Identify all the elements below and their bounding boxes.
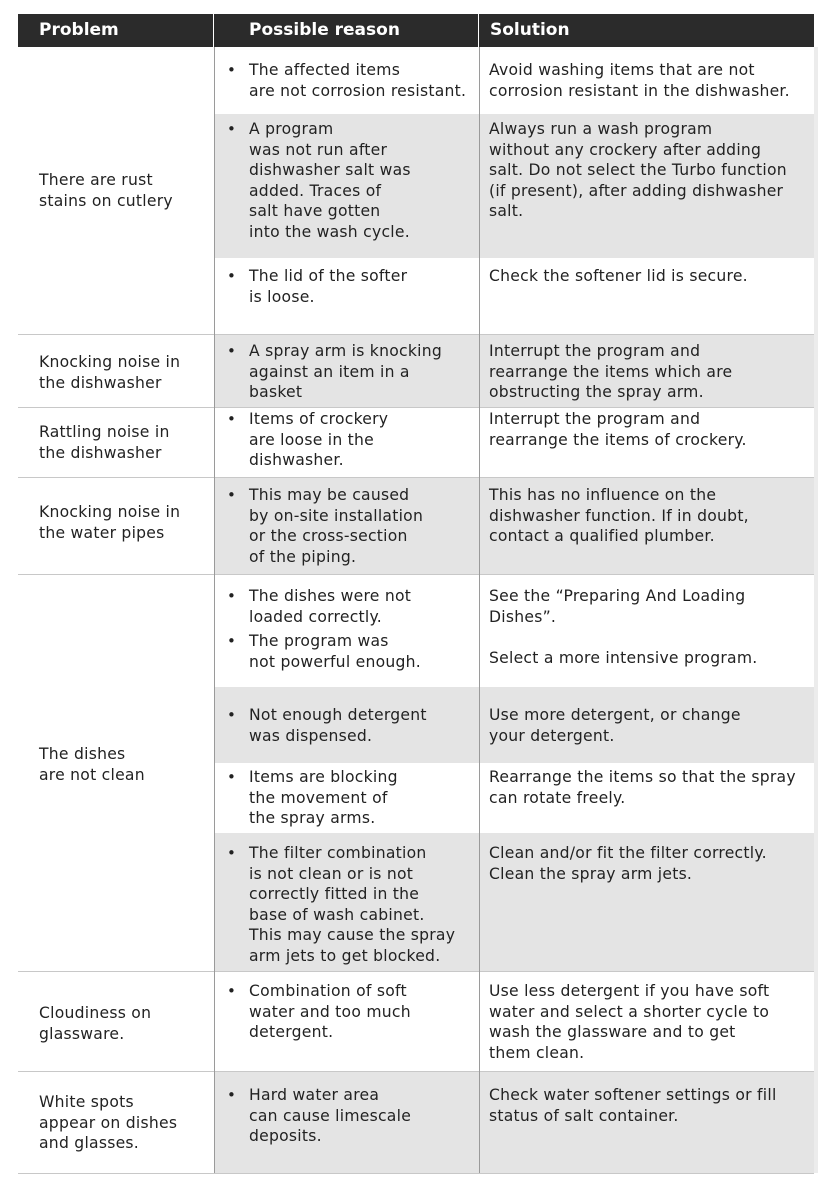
problem-text: are not clean bbox=[39, 765, 145, 784]
problem-text: White spots bbox=[39, 1093, 134, 1111]
problem-text: There are rust bbox=[39, 171, 153, 189]
header-problem: Problem bbox=[39, 20, 119, 40]
row-divider bbox=[18, 971, 814, 972]
solution-text: This has no influence on the bbox=[489, 486, 717, 504]
reason-text: The dishes were not bbox=[249, 587, 412, 605]
solution-text: Dishes”. bbox=[489, 607, 557, 626]
solution-text: salt. bbox=[489, 202, 524, 220]
solution-text: can rotate freely. bbox=[489, 788, 626, 807]
solution-text: your detergent. bbox=[489, 726, 615, 745]
problem-text: and glasses. bbox=[39, 1134, 140, 1152]
reason-text: the spray arms. bbox=[249, 809, 376, 827]
problem-text: glassware. bbox=[39, 1024, 125, 1043]
reason-text: loaded correctly. bbox=[249, 607, 382, 626]
bullet-glyph: • bbox=[227, 120, 236, 138]
reason-text: water and too much bbox=[249, 1002, 411, 1021]
row-divider bbox=[18, 407, 814, 408]
row-divider bbox=[18, 1173, 814, 1174]
solution-text: (if present), after adding dishwasher bbox=[489, 181, 784, 200]
reason-text: salt have gotten bbox=[249, 202, 381, 220]
bullet-glyph: • bbox=[227, 342, 236, 360]
solution-text: Use more detergent, or change bbox=[489, 706, 741, 724]
problem-text: appear on dishes bbox=[39, 1113, 178, 1132]
problem-text: the water pipes bbox=[39, 523, 165, 542]
solution-text: Check water softener settings or fill bbox=[489, 1086, 777, 1104]
reason-text: Combination of soft bbox=[249, 982, 407, 1000]
reason-text: of the piping. bbox=[249, 547, 357, 566]
solution-text: Select a more intensive program. bbox=[489, 649, 758, 667]
bullet-glyph: • bbox=[227, 768, 236, 786]
reason-text: This may be caused bbox=[249, 486, 410, 504]
problem-text: the dishwasher bbox=[39, 373, 162, 392]
reason-text: A spray arm is knocking bbox=[249, 342, 442, 360]
solution-text: water and select a shorter cycle to bbox=[489, 1002, 770, 1021]
reason-text: The program was bbox=[249, 632, 389, 650]
bullet-glyph: • bbox=[227, 587, 236, 605]
header-divider bbox=[478, 14, 479, 47]
solution-text: obstructing the spray arm. bbox=[489, 383, 704, 401]
reason-text: Not enough detergent bbox=[249, 706, 427, 724]
reason-text: Hard water area bbox=[249, 1086, 380, 1104]
reason-text: base of wash cabinet. bbox=[249, 905, 425, 924]
solution-text: Clean and/or fit the filter correctly. bbox=[489, 844, 767, 862]
problem-text: the dishwasher bbox=[39, 443, 162, 462]
reason-text: is not clean or is not bbox=[249, 864, 414, 883]
solution-text: rearrange the items of crockery. bbox=[489, 430, 747, 449]
problem-text: Rattling noise in bbox=[39, 423, 170, 441]
solution-text: Interrupt the program and bbox=[489, 342, 701, 360]
bullet-glyph: • bbox=[227, 410, 236, 428]
reason-text: The lid of the softer bbox=[249, 267, 408, 285]
reason-text: can cause limescale bbox=[249, 1106, 412, 1125]
reason-text: dishwasher salt was bbox=[249, 161, 411, 179]
row-divider bbox=[18, 1071, 814, 1072]
solution-text: wash the glassware and to get bbox=[489, 1023, 736, 1041]
header-possible-reason: Possible reason bbox=[249, 20, 400, 40]
row-divider bbox=[18, 334, 814, 335]
header-solution: Solution bbox=[490, 20, 570, 40]
solution-text: without any crockery after adding bbox=[489, 140, 762, 159]
bullet-glyph: • bbox=[227, 632, 236, 650]
reason-text: basket bbox=[249, 383, 303, 401]
solution-text: Check the softener lid is secure. bbox=[489, 267, 748, 285]
reason-text: into the wash cycle. bbox=[249, 222, 410, 241]
solution-text: Always run a wash program bbox=[489, 120, 713, 138]
solution-text: Avoid washing items that are not bbox=[489, 61, 755, 79]
column-divider bbox=[479, 47, 480, 1173]
reason-text: The affected items bbox=[249, 61, 401, 79]
bullet-glyph: • bbox=[227, 982, 236, 1000]
header-divider bbox=[213, 14, 214, 47]
bullet-glyph: • bbox=[227, 267, 236, 285]
reason-text: was dispensed. bbox=[249, 726, 373, 745]
table-header bbox=[18, 14, 814, 47]
row-divider bbox=[18, 574, 814, 575]
reason-text: the movement of bbox=[249, 788, 388, 807]
reason-text: detergent. bbox=[249, 1023, 334, 1041]
row-divider bbox=[18, 477, 814, 478]
solution-text: rearrange the items which are bbox=[489, 362, 733, 381]
reason-text: by on-site installation bbox=[249, 506, 424, 525]
solution-text: status of salt container. bbox=[489, 1106, 679, 1125]
reason-text: are loose in the bbox=[249, 430, 375, 449]
solution-text: Rearrange the items so that the spray bbox=[489, 768, 796, 786]
bullet-glyph: • bbox=[227, 61, 236, 79]
reason-text: are not corrosion resistant. bbox=[249, 81, 467, 100]
problem-text: Knocking noise in bbox=[39, 503, 181, 521]
problem-text: Knocking noise in bbox=[39, 353, 181, 371]
solution-text: contact a qualified plumber. bbox=[489, 527, 715, 545]
reason-text: added. Traces of bbox=[249, 181, 382, 200]
bullet-glyph: • bbox=[227, 486, 236, 504]
bullet-glyph: • bbox=[227, 706, 236, 724]
reason-text: The filter combination bbox=[249, 844, 427, 862]
bullet-glyph: • bbox=[227, 844, 236, 862]
reason-text: dishwasher. bbox=[249, 451, 344, 469]
problem-text: Cloudiness on bbox=[39, 1004, 152, 1022]
reason-text: against an item in a bbox=[249, 362, 410, 381]
reason-text: This may cause the spray bbox=[249, 926, 456, 944]
problem-text: The dishes bbox=[39, 745, 126, 763]
solution-text: them clean. bbox=[489, 1043, 585, 1062]
problem-text: stains on cutlery bbox=[39, 191, 173, 210]
reason-text: deposits. bbox=[249, 1127, 322, 1145]
solution-text: See the “Preparing And Loading bbox=[489, 587, 746, 605]
reason-text: A program bbox=[249, 120, 334, 138]
solution-text: Use less detergent if you have soft bbox=[489, 982, 770, 1000]
solution-text: dishwasher function. If in doubt, bbox=[489, 506, 749, 525]
bullet-glyph: • bbox=[227, 1086, 236, 1104]
reason-text: was not run after bbox=[249, 140, 388, 159]
page-edge-shadow bbox=[814, 47, 818, 1173]
solution-text: Interrupt the program and bbox=[489, 410, 701, 428]
reason-text: Items of crockery bbox=[249, 410, 389, 428]
reason-text: is loose. bbox=[249, 287, 315, 306]
solution-text: salt. Do not select the Turbo function bbox=[489, 161, 787, 179]
solution-text: Clean the spray arm jets. bbox=[489, 864, 693, 883]
reason-text: correctly fitted in the bbox=[249, 885, 420, 903]
solution-text: corrosion resistant in the dishwasher. bbox=[489, 81, 790, 100]
reason-text: Items are blocking bbox=[249, 768, 398, 786]
reason-text: not powerful enough. bbox=[249, 652, 421, 671]
reason-text: arm jets to get blocked. bbox=[249, 946, 441, 965]
reason-text: or the cross-section bbox=[249, 527, 408, 545]
column-divider bbox=[214, 47, 215, 1173]
